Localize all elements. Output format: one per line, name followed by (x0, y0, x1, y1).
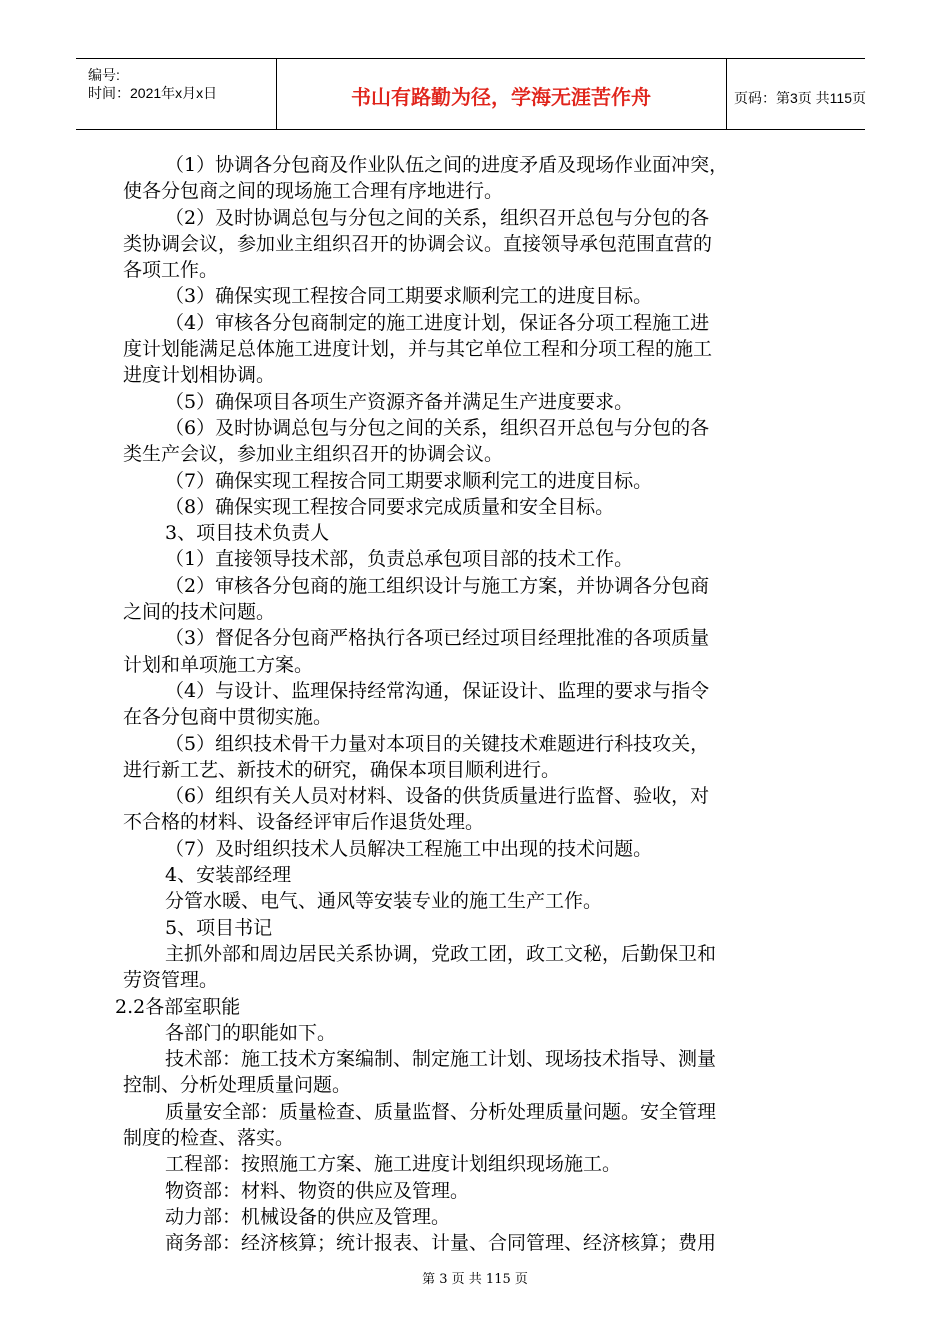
body-line: 进度计划相协调。 (123, 364, 276, 387)
body-line: 2.2各部室职能 (115, 995, 241, 1018)
body-line: （4）与设计、监理保持经常沟通，保证设计、监理的要求与指令 (165, 679, 710, 702)
body-line: 制度的检查、落实。 (123, 1126, 295, 1149)
page-header (76, 58, 865, 130)
document-body (115, 152, 813, 1256)
body-line: 4、安装部经理 (165, 864, 292, 887)
body-line: 分管水暖、电气、通风等安装专业的施工生产工作。 (165, 890, 603, 913)
body-line: 劳资管理。 (123, 969, 219, 992)
header-motto: 书山有路勤为径，学海无涯苦作舟 (351, 85, 651, 109)
body-line: （5）组织技术骨干力量对本项目的关键技术难题进行科技攻关， (165, 732, 710, 755)
body-line: 类生产会议，参加业主组织召开的协调会议。 (123, 443, 504, 466)
body-line: 商务部：经济核算；统计报表、计量、合同管理、经济核算；费用 (165, 1232, 717, 1255)
body-line: （8）确保实现工程按合同要求完成质量和安全目标。 (165, 495, 615, 518)
body-line: 主抓外部和周边居民关系协调，党政工团，政工文秘，后勤保卫和 (165, 942, 717, 965)
body-line: （3）确保实现工程按合同工期要求顺利完工的进度目标。 (165, 285, 653, 308)
page-footer: 第 3 页 共 115 页 (422, 1272, 528, 1287)
body-line: （1）协调各分包商及作业队伍之间的进度矛盾及现场作业面冲突， (165, 154, 729, 176)
body-line: 5、项目书记 (165, 916, 273, 939)
body-line: （4）审核各分包商制定的施工进度计划，保证各分项工程施工进 (165, 311, 710, 334)
header-page-cell (726, 59, 865, 129)
header-meta-cell (76, 59, 277, 129)
body-line: 质量安全部：质量检查、质量监督、分析处理质量问题。安全管理 (165, 1100, 717, 1123)
document-number-label: 编号: (88, 67, 120, 83)
body-line: 技术部：施工技术方案编制、制定施工计划、现场技术指导、测量 (165, 1048, 717, 1071)
body-line: 3、项目技术负责人 (165, 522, 330, 545)
body-line: （3）督促各分包商严格执行各项已经过项目经理批准的各项质量 (165, 627, 710, 650)
body-line: 动力部：机械设备的供应及管理。 (165, 1205, 451, 1228)
body-line: 物资部：材料、物资的供应及管理。 (165, 1179, 470, 1202)
body-line: 类协调会议，参加业主组织召开的协调会议。直接领导承包范围直营的 (123, 232, 713, 255)
body-line: （2）及时协调总包与分包之间的关系，组织召开总包与分包的各 (165, 206, 710, 229)
body-line: 工程部：按照施工方案、施工进度计划组织现场施工。 (165, 1153, 622, 1176)
body-line: 使各分包商之间的现场施工合理有序地进行。 (123, 180, 504, 203)
header-motto-cell (276, 59, 727, 129)
document-date-label: 时间：2021年x月x日 (88, 85, 218, 101)
body-line: 之间的技术问题。 (123, 601, 276, 624)
body-line: 各项工作。 (123, 259, 219, 282)
body-line: （6）及时协调总包与分包之间的关系，组织召开总包与分包的各 (165, 416, 710, 439)
body-line: 控制、分析处理质量问题。 (123, 1074, 352, 1097)
body-line: （7）及时组织技术人员解决工程施工中出现的技术问题。 (165, 837, 653, 860)
body-line: （1）直接领导技术部，负责总承包项目部的技术工作。 (165, 548, 634, 571)
body-line: （6）组织有关人员对材料、设备的供货质量进行监督、验收，对 (165, 785, 710, 808)
header-page-info: 页码：第3页 共115页 (734, 90, 866, 106)
body-line: 各部门的职能如下。 (165, 1021, 337, 1044)
body-line: （2）审核各分包商的施工组织设计与施工方案，并协调各分包商 (165, 574, 710, 597)
body-line: 度计划能满足总体施工进度计划，并与其它单位工程和分项工程的施工 (123, 338, 713, 361)
body-line: （5）确保项目各项生产资源齐备并满足生产进度要求。 (165, 390, 634, 413)
body-line: 不合格的材料、设备经评审后作退货处理。 (123, 811, 485, 834)
body-line: 在各分包商中贯彻实施。 (123, 706, 333, 729)
body-line: 进行新工艺、新技术的研究，确保本项目顺利进行。 (123, 758, 561, 781)
body-line: （7）确保实现工程按合同工期要求顺利完工的进度目标。 (165, 469, 653, 492)
body-line: 计划和单项施工方案。 (123, 653, 314, 676)
